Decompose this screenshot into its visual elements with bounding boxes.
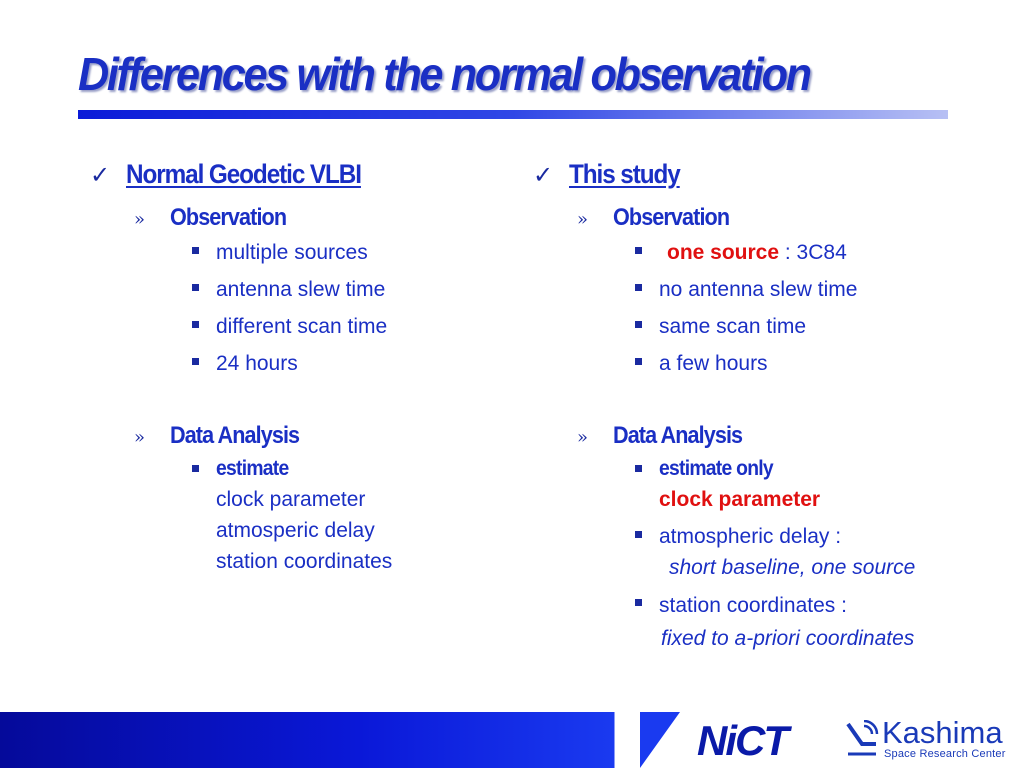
square-bullet-icon [192, 465, 199, 472]
right-heading-label: This study [569, 159, 680, 189]
title-underline [78, 110, 948, 119]
square-bullet-icon [192, 247, 199, 254]
square-bullet-icon [635, 247, 642, 254]
kashima-label: Kashima [882, 715, 1003, 750]
kashima-antenna-icon [842, 720, 880, 756]
square-bullet-icon [192, 358, 199, 365]
one-source-highlight: one source [667, 241, 780, 264]
estimate-label: estimate [216, 457, 289, 480]
clock-parameter-highlight: clock parameter [659, 488, 821, 511]
square-bullet-icon [635, 284, 642, 291]
nict-logo: NiCT [697, 717, 787, 764]
double-chevron-icon: » [134, 209, 146, 230]
square-bullet-icon [635, 465, 642, 472]
checkmark-icon: ✓ [533, 161, 554, 189]
estimate-only-label: estimate only [659, 457, 773, 480]
square-bullet-icon [192, 321, 199, 328]
center-subtitle: Space Research Center [884, 748, 1006, 760]
square-bullet-icon [635, 358, 642, 365]
estimate-line: atmosperic delay [216, 519, 375, 542]
square-bullet-icon [635, 321, 642, 328]
left-heading-label: Normal Geodetic VLBI [126, 159, 361, 189]
slide-title: Differences with the normal observation [78, 48, 810, 100]
double-chevron-icon: » [577, 209, 589, 230]
estimate-line: station coordinates [216, 550, 393, 573]
square-bullet-icon [635, 599, 642, 606]
double-chevron-icon: » [134, 427, 146, 448]
double-chevron-icon: » [577, 427, 589, 448]
square-bullet-icon [635, 531, 642, 538]
checkmark-icon: ✓ [90, 161, 111, 189]
estimate-line: clock parameter [216, 488, 366, 511]
square-bullet-icon [192, 284, 199, 291]
